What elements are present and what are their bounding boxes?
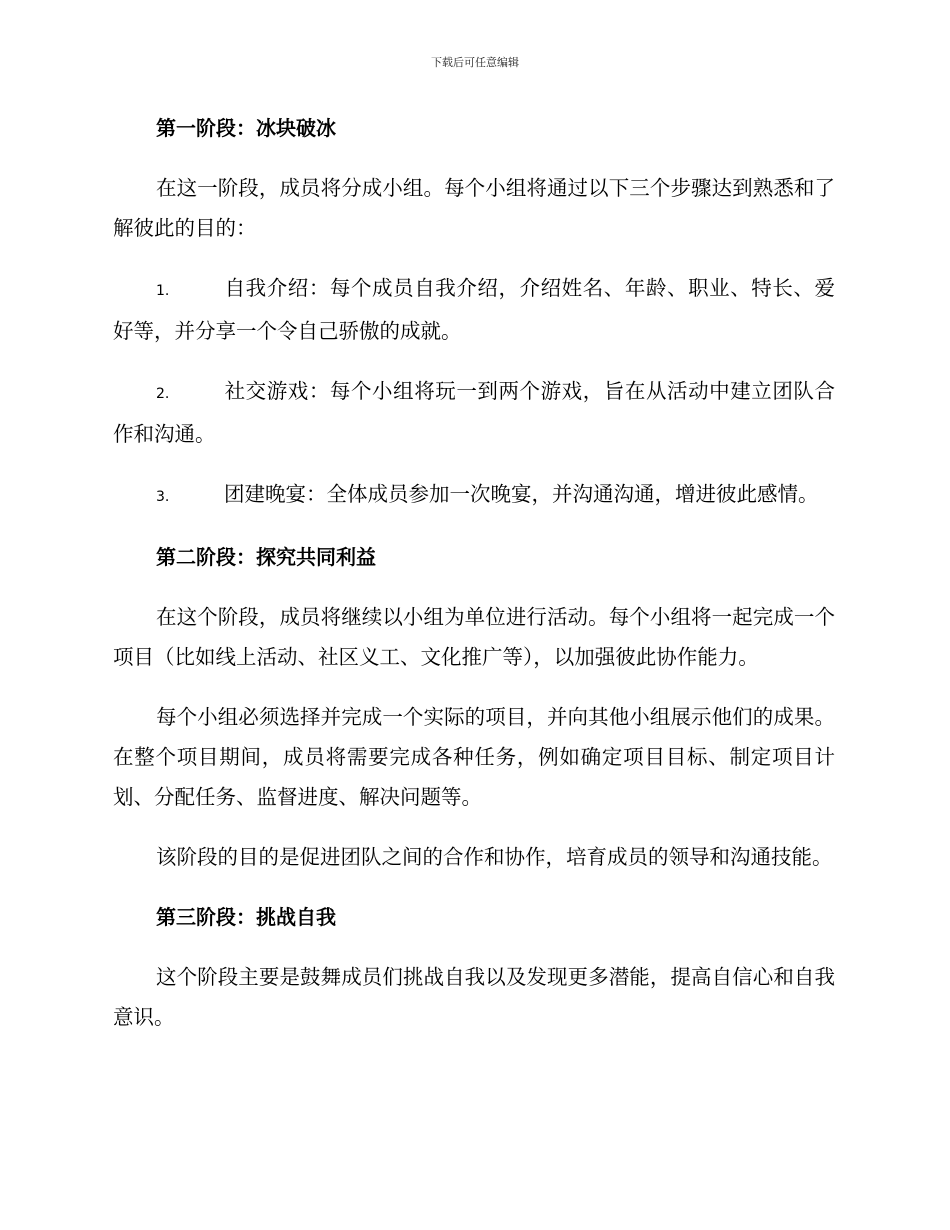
list-item-text: 自我介绍：每个成员自我介绍，介绍姓名、年龄、职业、特长、爱好等，并分享一个令自己骄傲的成就。 [113, 276, 835, 343]
document-body [113, 108, 835, 1057]
section-2-paragraph: 在这个阶段，成员将继续以小组为单位进行活动。每个小组将一起完成一个项目（比如线上活动、社区义工、文化推广等），以加强彼此协作能力。 [113, 605, 835, 669]
list-item [113, 371, 835, 454]
section-2-paragraph: 该阶段的目的是促进团队之间的合作和协作，培育成员的领导和沟通技能。 [156, 845, 833, 869]
section-2-heading: 第二阶段：探究共同利益 [156, 545, 376, 569]
list-item-number: 3. [156, 489, 170, 505]
list-item-text: 团建晚宴：全体成员参加一次晚宴，并沟通沟通，增进彼此感情。 [224, 482, 819, 506]
section-1-heading: 第一阶段：冰块破冰 [156, 116, 336, 140]
section-2-paragraph: 每个小组必须选择并完成一个实际的项目，并向其他小组展示他们的成果。在整个项目期间，成员将需要完成各种任务，例如确定项目目标、制定项目计划、分配任务、监督进度、解决问题等。 [113, 705, 835, 809]
list-item [113, 474, 835, 517]
list-item-text: 社交游戏：每个小组将玩一到两个游戏，旨在从活动中建立团队合作和沟通。 [113, 379, 835, 446]
list-item [113, 268, 835, 351]
section-3-heading: 第三阶段：挑战自我 [156, 905, 336, 929]
section-1-intro: 在这一阶段，成员将分成小组。每个小组将通过以下三个步骤达到熟悉和了解彼此的目的： [113, 176, 835, 240]
list-item-number: 2. [156, 386, 170, 402]
section-3-paragraph: 这个阶段主要是鼓舞成员们挑战自我以及发现更多潜能，提高自信心和自我意识。 [113, 965, 835, 1029]
list-item-number: 1. [156, 283, 170, 299]
page-header: 下载后可任意编辑 [431, 56, 519, 69]
